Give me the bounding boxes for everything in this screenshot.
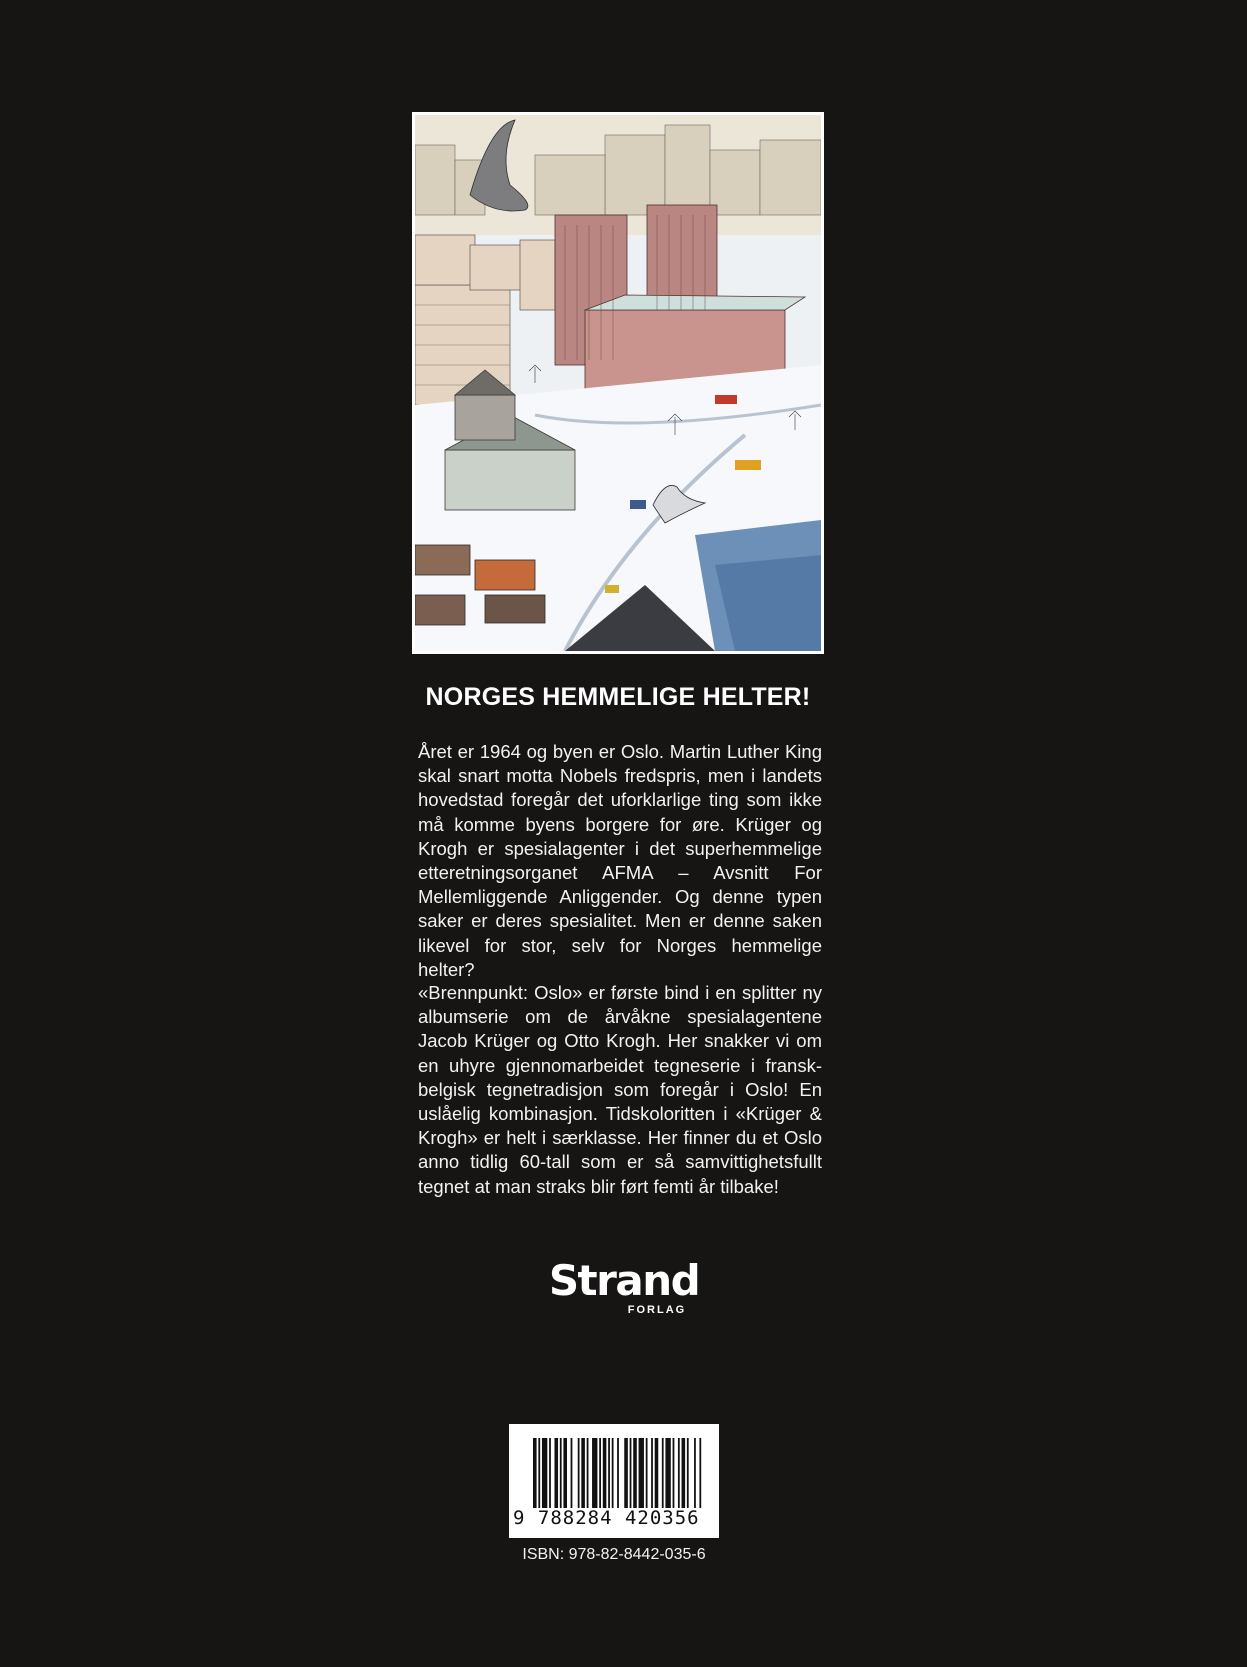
- headline: NORGES HEMMELIGE HELTER!: [425, 683, 811, 711]
- blurb-paragraph-1: Året er 1964 og byen er Oslo. Martin Luther King skal snart motta Nobels fredspris, men i landets hovedstad foregår det uforklarlige ting som ikke må komme byens borgere for øre. Krüger og Krogh er spesialagenter i det superhemmelige etteretningsorganet AFMA – Avsnitt For Mellemliggende Anliggender. Og denne typen saker er deres spesialitet. Men er denne saken likevel for stor, selv for Norges hemmelige helter?: [418, 741, 822, 980]
- publisher-logo: [512, 1258, 736, 1316]
- cover-illustration: [412, 112, 824, 654]
- publisher-subtitle: FORLAG: [627, 1304, 687, 1316]
- publisher-name: Strand: [548, 1256, 700, 1305]
- blurb-paragraph-2: «Brennpunkt: Oslo» er første bind i en splitter ny albumserie om de årvåkne spesialagentene Jacob Krüger og Otto Krogh. Her snakker vi om en uhyre gjennomarbeidet tegneserie i franskbelgisk tegnetradisjon som foregår i Oslo! En uslåelig kombinasjon. Tidskoloritten i «Krüger & Krogh» er helt i særklasse. Her finner du et Oslo anno tidlig 60-tall som er så samvittighetsfullt tegnet at man straks blir ført femti år tilbake!: [418, 982, 822, 1197]
- barcode: [509, 1424, 719, 1538]
- barcode-digits: 9 788284 420356: [513, 1507, 700, 1529]
- ean-13-barcode-icon: [533, 1438, 703, 1508]
- isbn-label: ISBN: 978-82-8442-035-6: [522, 1546, 706, 1563]
- winter-oslo-city-hall-illustration-icon: [415, 115, 821, 651]
